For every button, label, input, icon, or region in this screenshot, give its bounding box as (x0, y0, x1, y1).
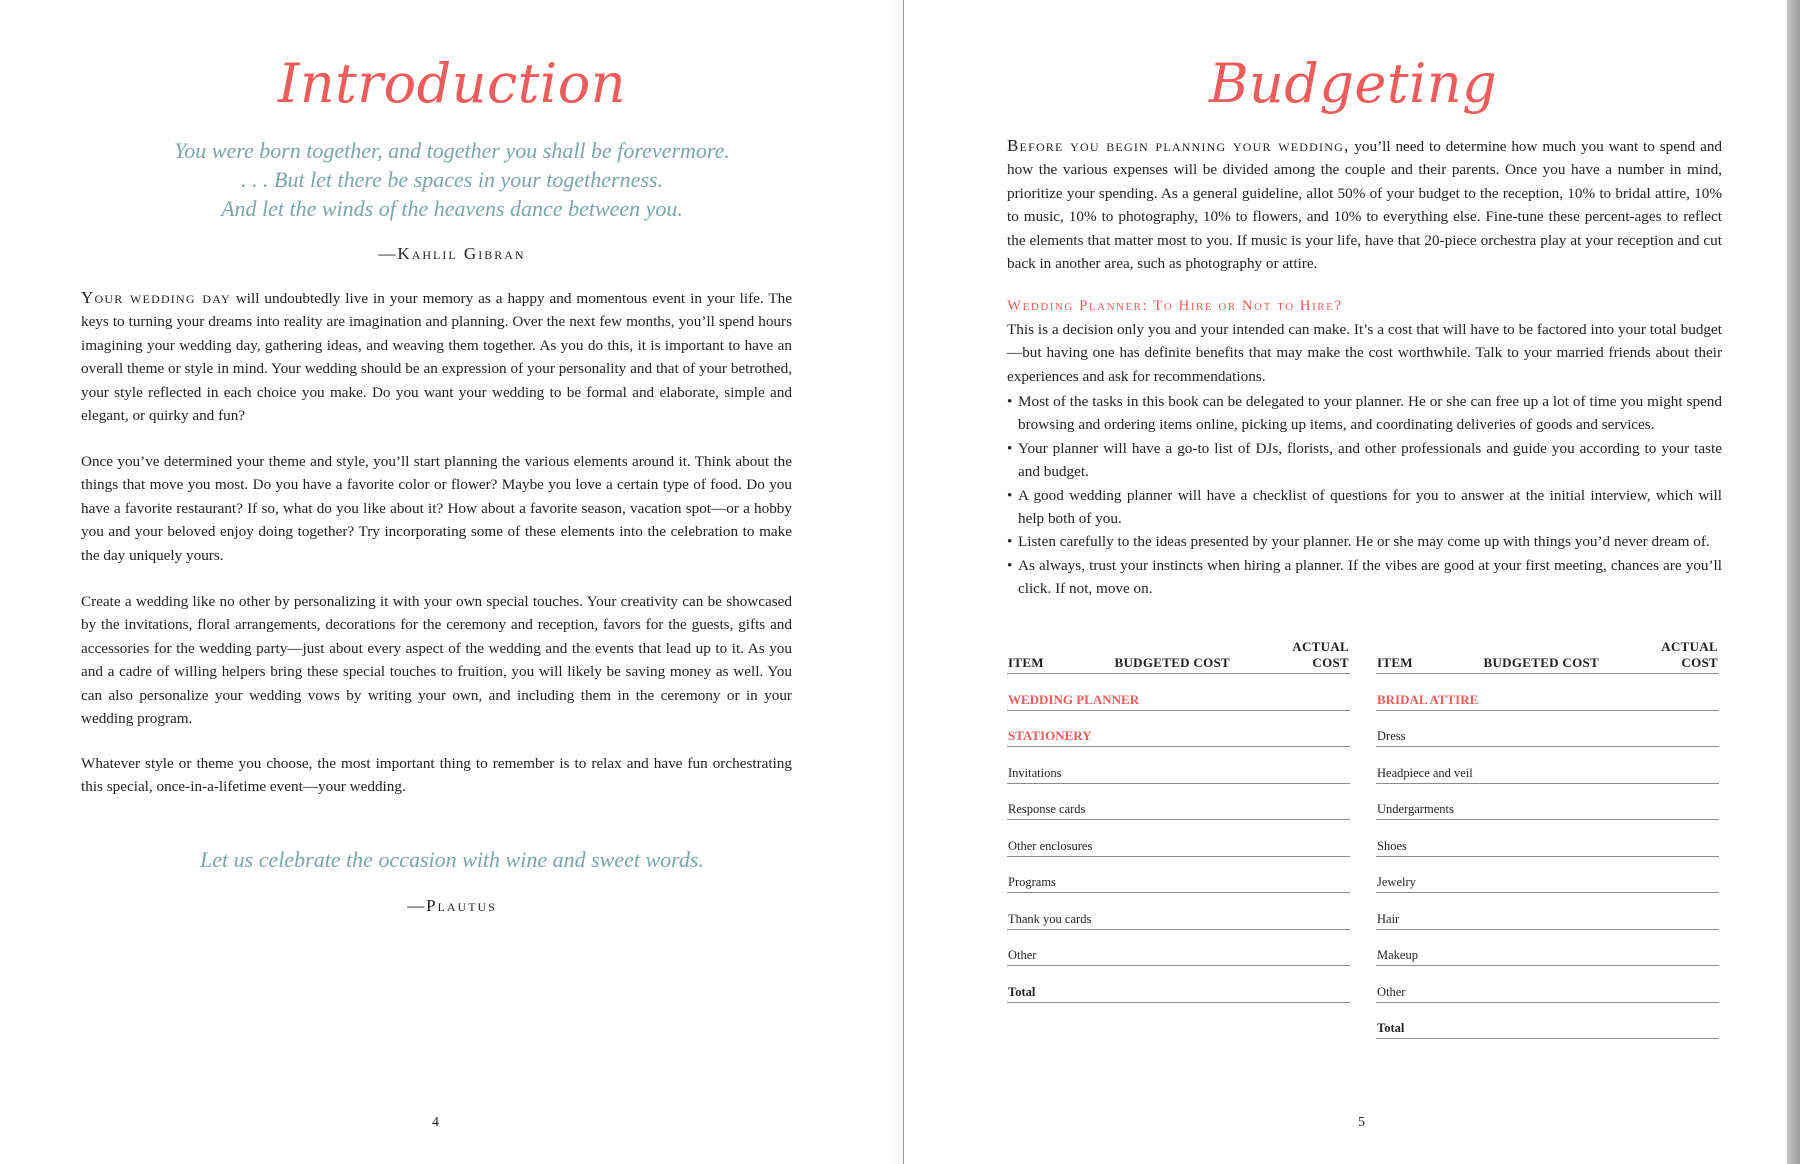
page-number: 4 (432, 1115, 439, 1130)
column-header-item: ITEM (1008, 655, 1044, 670)
row-label: Shoes (1377, 838, 1407, 853)
row-label: Hair (1377, 911, 1400, 926)
gutter-line (903, 0, 904, 1164)
paragraph-text: Create a wedding like no other by personalizing it with your own special touches. Your creativity can be showcased by the invitations, floral arrangements, decorations for the ceremony and reception, favors for the guests, gifts and accessories for the wedding party—just about every aspect of the wedding and the events that lead up to it. As you and a cadre of willing helpers bring these special touches to fruition, you will likely be saving money as well. You can also personalize your wedding vows by writing your own, and including them in the ceremony or in your wedding program. (81, 593, 792, 728)
row-label: Other (1008, 948, 1037, 962)
table-row[interactable] (1007, 674, 1350, 711)
list-item-text: Most of the tasks in this book can be delegated to your planner. He or she can free up a lot of time you might spend browsing and ordering items online, picking up items, and coordinating deliveries of goods and services. (1018, 393, 1722, 434)
table-row[interactable] (1007, 820, 1350, 857)
epigraph-bottom (0, 845, 904, 874)
paragraph-lead: Before you begin planning your wedding, (1007, 136, 1350, 155)
body-paragraph (1007, 134, 1722, 275)
bullet-icon: • (1007, 439, 1013, 457)
paragraph-text: Once you’ve determined your theme and style, you’ll start planning the various elements around it. Think about the things that move you most. Do you have a favorite color or flower? Maybe you love a certain type of food. Do you have a favorite restaurant? If so, what do you like about it? How about a favorite season, vacation spot—or a hobby you and your beloved enjoy doing together? Try incorporating some of these elements into the celebration to make the day uniquely yours. (81, 453, 792, 564)
body-paragraph (81, 450, 792, 567)
section-heading: Wedding Planner: To Hire or Not to Hire? (1007, 298, 1343, 314)
row-label: BRIDAL ATTIRE (1377, 691, 1479, 707)
column-header-budgeted: BUDGETED COST (1483, 655, 1600, 670)
table-row[interactable] (1376, 966, 1719, 1003)
bullet-list (1007, 390, 1722, 601)
table-row[interactable] (1376, 711, 1719, 748)
list-item (1007, 437, 1722, 484)
gutter-shadow (890, 0, 904, 1164)
row-label: Headpiece and veil (1377, 765, 1473, 780)
table-row[interactable] (1376, 857, 1719, 894)
row-label: Jewelry (1377, 875, 1416, 889)
table-row[interactable] (1376, 674, 1719, 711)
list-item (1007, 484, 1722, 531)
column-header-item: ITEM (1377, 655, 1413, 670)
column-header-actual: ACTUAL COST (1661, 639, 1718, 670)
table-row[interactable] (1376, 930, 1719, 967)
list-item-text: A good wedding planner will have a checklist of questions for you to answer at the initial interview, which will help both of you. (1018, 486, 1722, 528)
row-label: STATIONERY (1008, 728, 1092, 743)
epigraph-attribution: —Kahlil Gibran (378, 244, 526, 263)
row-label: Undergarments (1377, 802, 1454, 816)
epigraph-attribution: —Plautus (407, 896, 497, 915)
table-header (1007, 639, 1350, 674)
right-page (906, 0, 1800, 1164)
column-header-actual: ACTUAL COST (1292, 639, 1349, 670)
body-paragraph (81, 590, 792, 730)
paragraph-text: you’ll need to determine how much you want to spend and how the various expenses will be divided among the couple and their parents. Once you have a number in mind, prioritize your spending. As a general guideline, allot 50% of your budget to the reception, 10% to bridal attire, 10% to music, 10% to photography, 10% to flowers, and 10% to everything else. Fine-tune these percent-ages to reflect the elements that matter most to you. If music is your life, have that 20-piece orchestra play at your reception and cut back in another area, such as photography or attire. (1007, 138, 1723, 273)
row-label: Response cards (1008, 802, 1086, 816)
row-label: Makeup (1377, 948, 1418, 962)
column-header-budgeted: BUDGETED COST (1114, 655, 1231, 670)
body-paragraph (81, 286, 792, 427)
bullet-icon: • (1007, 533, 1013, 551)
row-label: Invitations (1008, 765, 1062, 780)
table-row-total[interactable] (1007, 966, 1350, 1003)
bullet-icon: • (1007, 486, 1013, 504)
row-label: Total (1377, 1021, 1405, 1035)
row-label: Total (1008, 984, 1036, 999)
table-row[interactable] (1007, 893, 1350, 930)
list-item-text: Your planner will have a go-to list of DJs, florists, and other professionals and guide you according to your taste and budget. (1018, 439, 1722, 481)
body-paragraph: This is a decision only you and your intended can make. It’s a cost that will have to be factored into your total budget—but having one has definite benefits that may make the cost worthwhile. Talk to your married friends about their experiences and ask for recommendations. (1007, 321, 1722, 385)
page-title: Introduction (278, 52, 626, 115)
list-item-text: As always, trust your instincts when hiring a planner. If the vibes are good at your first meeting, chances are you’ll click. If not, move on. (1018, 556, 1722, 598)
table-row[interactable] (1376, 820, 1719, 857)
body-paragraph (81, 752, 792, 799)
list-item (1007, 390, 1722, 437)
table-row[interactable] (1376, 784, 1719, 821)
bullet-icon: • (1007, 393, 1013, 410)
page-number: 5 (1358, 1115, 1365, 1130)
epigraph-line: And let the winds of the heavens dance between you. (221, 196, 683, 221)
paragraph-text: Whatever style or theme you choose, the most important thing to remember is to relax and have fun orchestrating this special, once-in-a-lifetime event—your wedding. (81, 755, 792, 796)
row-label: Thank you cards (1008, 911, 1092, 926)
table-header (1376, 639, 1719, 674)
row-label: Other enclosures (1008, 838, 1093, 853)
page-title: Budgeting (1208, 52, 1498, 115)
list-item-text: Listen carefully to the ideas presented by your planner. He or she may come up with things you’d never dream of. (1018, 533, 1710, 551)
budget-table (1007, 639, 1350, 1003)
table-row[interactable] (1376, 893, 1719, 930)
epigraph-top (0, 136, 904, 223)
epigraph-line: Let us celebrate the occasion with wine and sweet words. (200, 847, 704, 872)
row-label: Dress (1377, 729, 1406, 743)
budget-table (1376, 639, 1719, 1039)
row-label: Other (1377, 984, 1406, 999)
table-row[interactable] (1007, 930, 1350, 967)
list-item (1007, 530, 1722, 553)
table-row[interactable] (1007, 747, 1350, 784)
paragraph-text: will undoubtedly live in your memory as a happy and momentous event in your life. The keys to turning your dreams into reality are imagination and planning. Over the next few months, you’ll spend hours imagining your wedding day, gathering ideas, and weaving them together. As you do this, it is important to have an overall theme or style in mind. Your wedding should be an expression of your personality and that of your betrothed, your style reflected in each choice you make. Do you want your wedding to be formal and elaborate, simple and elegant, or quirky and fun? (81, 290, 792, 425)
paragraph-lead: Your wedding day (81, 288, 231, 307)
table-row-total[interactable] (1376, 1003, 1719, 1040)
table-row[interactable] (1007, 857, 1350, 894)
row-label: Programs (1008, 875, 1056, 889)
list-item (1007, 554, 1722, 601)
row-label: WEDDING PLANNER (1008, 691, 1140, 707)
table-row[interactable] (1376, 747, 1719, 784)
epigraph-line: . . . But let there be spaces in your togetherness. (241, 167, 663, 192)
epigraph-line: You were born together, and together you shall be forevermore. (174, 138, 730, 163)
bullet-icon: • (1007, 556, 1013, 574)
table-row[interactable] (1007, 784, 1350, 821)
page-edge (1787, 0, 1800, 1164)
table-row[interactable] (1007, 711, 1350, 748)
